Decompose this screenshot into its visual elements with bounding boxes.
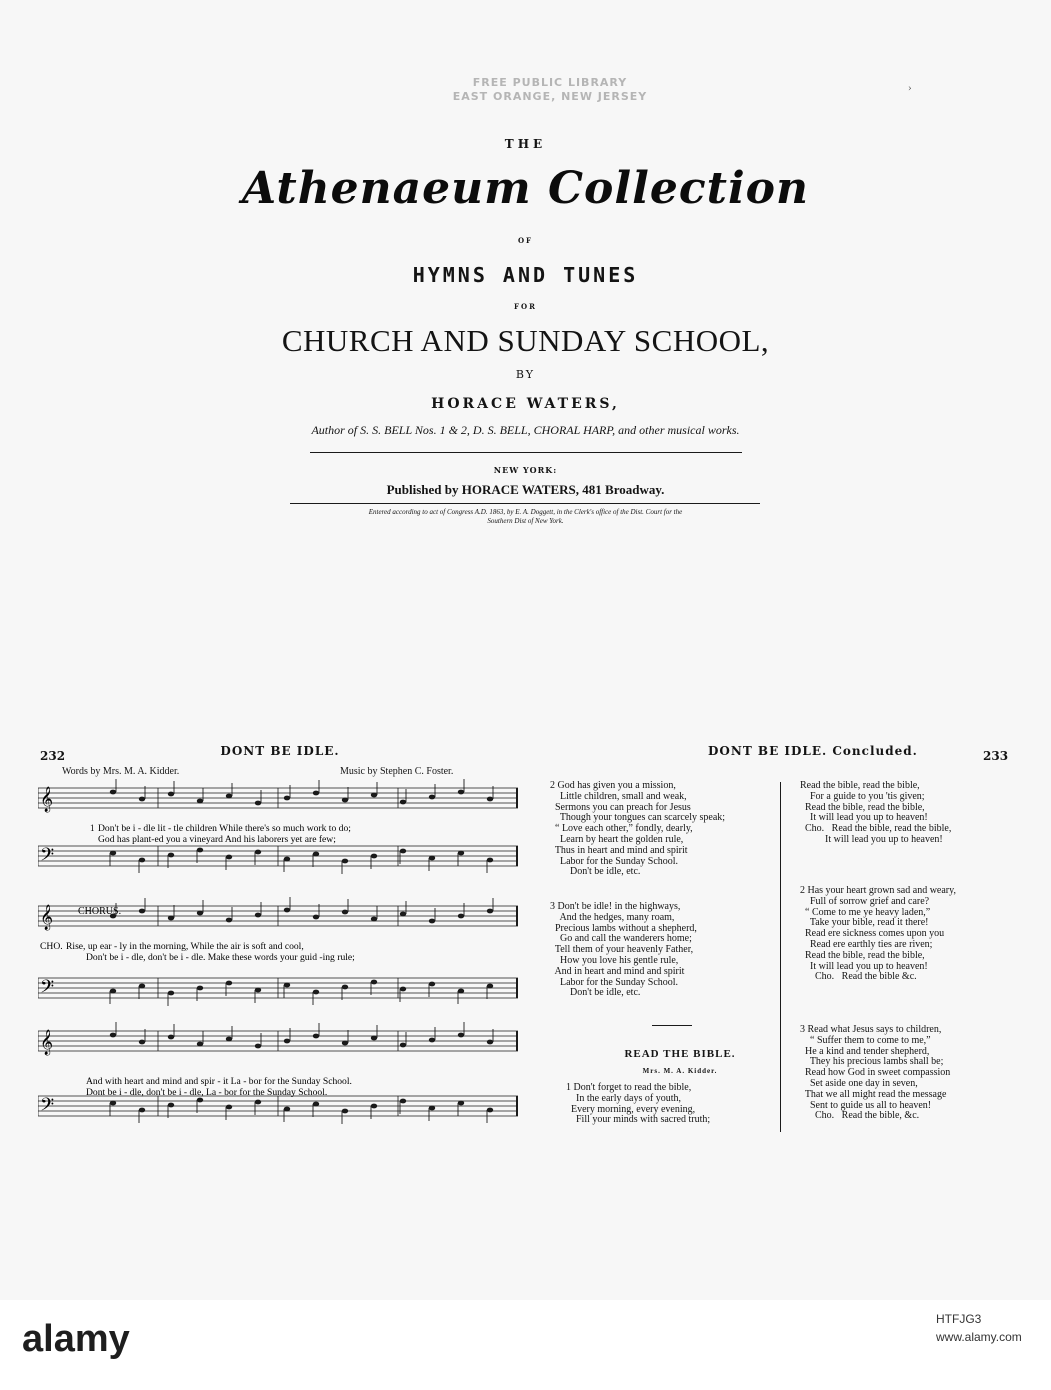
note-head [458,1033,464,1038]
page-number-right: 233 [983,749,1009,763]
note-head [458,790,464,795]
publisher-line: Published by HORACE WATERS, 481 Broadway. [386,482,665,497]
note-head [197,1098,203,1103]
note-head [371,1104,377,1109]
note-head [487,1040,493,1045]
note-head [168,991,174,996]
note-head [458,1101,464,1106]
note-head [458,989,464,994]
note-head [487,858,493,863]
note-head [313,1034,319,1039]
title-for: FOR [514,302,537,311]
note-head [284,857,290,862]
read-bible-author: Mrs. M. A. Kidder. [642,1067,718,1075]
note-head [487,1108,493,1113]
note-head [168,792,174,797]
note-head [487,984,493,989]
note-head [139,984,145,989]
alamy-logo: alamy [22,1318,130,1360]
note-head [139,858,145,863]
note-head [429,919,435,924]
note-head [371,793,377,798]
copyright-notice [280,508,771,526]
note-head [226,981,232,986]
note-head [487,909,493,914]
read-bible-verse-1: 1 Don't forget to read the bible, In the early days of youth, Every morning, every evening, Fill your minds with sacred truth; [566,1082,711,1126]
music-credit: Music by Stephen C. Foster. [340,766,454,777]
lyric-line: God has plant-ed you a vineyard And his laborers yet are few; [98,834,336,845]
note-head [342,910,348,915]
publisher-city: NEW YORK: [493,465,558,475]
image-code: HTFJG3 [936,1312,982,1326]
note-head [400,800,406,805]
note-head [313,990,319,995]
read-bible-verse-3: 3 Read what Jesus says to children, “ Suffer them to come to me,” He a kind and tender shepherd, They his precious lambs shall be; Read how God in sweet compassion Set aside one day in seven, That we all might read the message Sent to guide us all to heaven! Cho. Read the bible, &c. [800,1024,951,1122]
note-head [255,913,261,918]
note-head [284,908,290,913]
read-bible-verse-2: 2 Has your heart grown sad and weary, Full of sorrow grief and care? “ Come to me ye heavy laden,” Take your bible, read it there! Read ere sickness comes upon you Read ere earthly ties are riven; Read the bible, read the bible, It will lead you up to heaven! Cho. Read the bible &c. [800,885,956,983]
song-title-left: DONT BE IDLE. [220,744,340,758]
note-head [284,1039,290,1044]
note-head [255,988,261,993]
note-head [458,914,464,919]
read-bible-verse-1-chorus: Read the bible, read the bible, For a guide to you 'tis given; Read the bible, read the bible, It will lead you up to heaven! Cho. Read the bible, read the bible, It will lead you up to heaven! [800,780,952,845]
note-head [168,853,174,858]
author-works: Author of S. S. BELL Nos. 1 & 2, D. S. BELL, CHORAL HARP, and other musical works. [311,423,740,437]
treble-clef: 𝄞 [40,905,54,930]
note-head [342,985,348,990]
note-head [371,917,377,922]
note-head [313,1102,319,1107]
note-head [400,1099,406,1104]
note-head [255,1044,261,1049]
verse-2: 2 God has given you a mission, Little children, small and weak, Sermons you can preach for Jesus Though your tongues can scarcely speak; “ Love each other,” fondly, dearly, Learn by heart the golden rule, Thus in heart and mind and spirit Labor for the Sunday School. Don't be idle, etc. [550,780,726,878]
lyric-line: Rise, up ear - ly in the morning, While the air is soft and cool, [66,941,304,952]
note-head [226,918,232,923]
treble-clef: 𝄞 [40,1030,54,1055]
note-head [139,1108,145,1113]
lyric-line: Dont be i - dle, don't be i - dle, La - bor for the Sunday School. [86,1087,328,1098]
stamp-line-2: EAST ORANGE, NEW JERSEY [452,90,648,103]
subtitle: HYMNS AND TUNES [412,263,639,287]
note-head [168,1035,174,1040]
note-head [110,1101,116,1106]
note-head [429,1038,435,1043]
treble-clef: 𝄞 [40,787,54,812]
note-head [226,794,232,799]
verse-marker: 1 [90,823,95,833]
note-head [284,983,290,988]
note-head [110,1033,116,1038]
main-title: Athenaeum Collection [242,163,809,214]
note-head [371,854,377,859]
stock-footer [0,1300,1051,1390]
note-head [342,859,348,864]
note-head [400,849,406,854]
note-head [313,852,319,857]
note-head [342,1041,348,1046]
note-head [226,1105,232,1110]
church-line: CHURCH AND SUNDAY SCHOOL, [281,323,770,358]
title-of: OF [517,236,534,245]
divider [290,503,760,504]
note-head [400,912,406,917]
note-head [313,791,319,796]
library-stamp [430,76,670,104]
margin-mark: › [908,84,912,94]
title-by: BY [515,368,536,381]
divider [310,452,742,453]
note-head [197,848,203,853]
copyright-line-1: Entered according to act of Congress A.D. 1863, by E. A. Doggett, in the Clerk's office of the Dist. Court for the [368,508,683,516]
note-head [284,796,290,801]
note-head [371,980,377,985]
note-head [197,799,203,804]
note-head [168,1103,174,1108]
note-head [110,989,116,994]
bass-clef: 𝄢 [40,845,55,870]
note-head [429,795,435,800]
stock-url: www.alamy.com [936,1330,1022,1344]
column-divider [780,782,781,1132]
note-head [139,1040,145,1045]
lyric-line: Don't be i - dle, don't be i - dle. Make these words your guid -ing rule; [86,952,355,963]
cho-label: CHO. [40,941,63,952]
note-head [139,909,145,914]
note-head [429,856,435,861]
note-head [342,798,348,803]
bass-clef: 𝄢 [40,977,55,1002]
note-head [400,987,406,992]
stamp-line-1: FREE PUBLIC LIBRARY [472,76,628,89]
note-head [487,797,493,802]
note-head [197,1042,203,1047]
lyric-line: And with heart and mind and spir - it La - bor for the Sunday School. [86,1076,352,1087]
note-head [110,790,116,795]
note-head [371,1036,377,1041]
note-head [226,855,232,860]
note-head [255,801,261,806]
title-article: THE [504,137,547,151]
verse-3: 3 Don't be idle! in the highways, And the hedges, many roam, Precious lambs without a shepherd, Go and call the wanderers home; Tell them of your heavenly Father, How you love his gentle rule, And in heart and mind and spirit Labor for the Sunday School. Don't be idle, etc. [550,901,697,999]
note-head [255,850,261,855]
author-name: HORACE WATERS, [431,396,620,412]
note-head [342,1109,348,1114]
chorus-label: CHORUS. [78,906,122,917]
lyric-line: Don't be i - dle lit - tle children While there's so much work to do; [98,823,351,834]
note-head [226,1037,232,1042]
bass-clef: 𝄢 [40,1095,55,1120]
read-bible-title: READ THE BIBLE. [624,1048,736,1060]
note-head [429,982,435,987]
note-head [429,1106,435,1111]
note-head [313,915,319,920]
song-title-right: DONT BE IDLE. Concluded. [708,744,918,758]
note-head [168,916,174,921]
note-head [284,1107,290,1112]
copyright-line-2: Southern Dist of New York. [487,517,564,525]
note-head [400,1043,406,1048]
note-head [197,986,203,991]
divider [652,1025,692,1026]
note-head [197,911,203,916]
page-number-left: 232 [40,749,66,763]
sheet-music [38,778,520,1140]
words-credit: Words by Mrs. M. A. Kidder. [62,766,180,777]
note-head [255,1100,261,1105]
note-head [110,851,116,856]
note-head [458,851,464,856]
note-head [139,797,145,802]
